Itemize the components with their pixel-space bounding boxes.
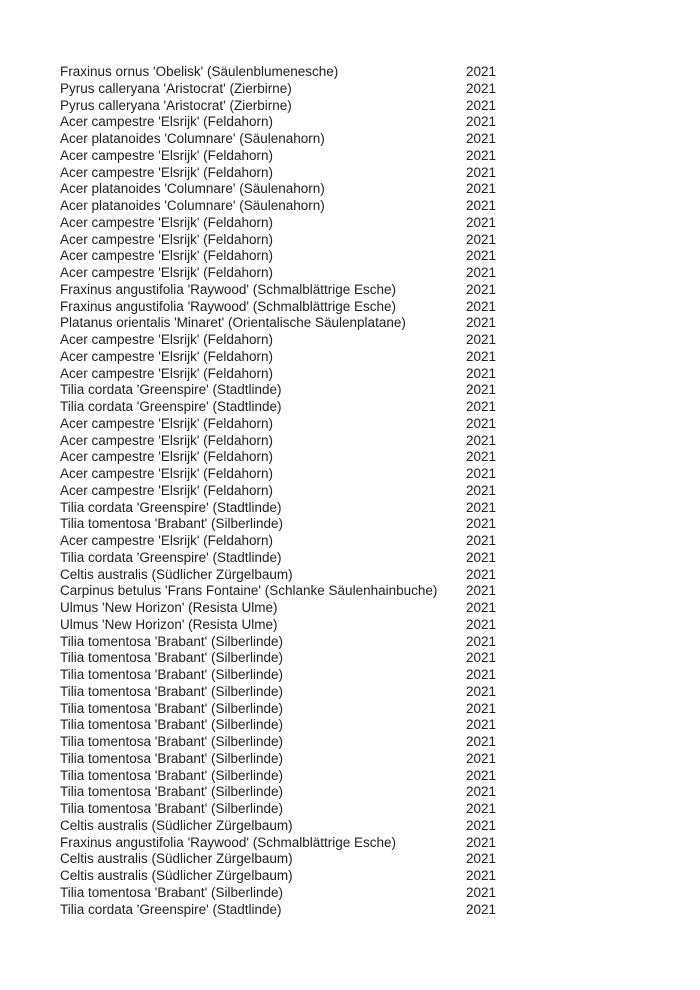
list-item <box>60 751 496 768</box>
list-item <box>60 650 496 667</box>
list-item <box>60 768 496 785</box>
planting-year: 2021 <box>466 181 497 197</box>
list-item <box>60 600 496 617</box>
planting-year: 2021 <box>466 784 497 800</box>
species-name: Tilia cordata 'Greenspire' (Stadtlinde) <box>60 549 282 565</box>
species-name: Acer campestre 'Elsrijk' (Feldahorn) <box>60 332 273 347</box>
planting-year: 2021 <box>466 231 497 247</box>
planting-year: 2021 <box>466 767 497 783</box>
planting-year: 2021 <box>466 817 497 833</box>
species-name: Tilia tomentosa 'Brabant' (Silberlinde) <box>60 784 284 800</box>
list-item <box>60 466 496 483</box>
planting-year: 2021 <box>466 583 497 599</box>
planting-year: 2021 <box>466 600 497 615</box>
species-name: Acer platanoides 'Columnare' (Säulenahorn) <box>60 181 325 197</box>
planting-year: 2021 <box>466 633 497 649</box>
list-item <box>60 148 496 165</box>
planting-year: 2021 <box>466 365 497 381</box>
species-name: Acer campestre 'Elsrijk' (Feldahorn) <box>60 466 273 481</box>
species-name: Tilia tomentosa 'Brabant' (Silberlinde) <box>60 633 284 649</box>
planting-year: 2021 <box>466 734 497 749</box>
planting-year: 2021 <box>466 683 497 699</box>
planting-year: 2021 <box>466 801 497 816</box>
list-item <box>60 801 496 818</box>
list-item <box>60 516 496 533</box>
list-item <box>60 198 496 215</box>
list-item <box>60 617 496 634</box>
list-item <box>60 131 496 148</box>
species-name: Tilia cordata 'Greenspire' (Stadtlinde) <box>60 382 282 398</box>
species-name: Fraxinus angustifolia 'Raywood' (Schmalblättrige Esche) <box>60 281 397 297</box>
list-item <box>60 851 496 868</box>
species-name: Acer campestre 'Elsrijk' (Feldahorn) <box>60 214 273 230</box>
planting-year: 2021 <box>466 399 497 414</box>
planting-year: 2021 <box>466 432 497 448</box>
species-name: Pyrus calleryana 'Aristocrat' (Zierbirne) <box>60 97 292 113</box>
species-name: Fraxinus angustifolia 'Raywood' (Schmalblättrige Esche) <box>60 298 397 314</box>
planting-year: 2021 <box>466 884 497 900</box>
planting-year: 2021 <box>466 97 497 113</box>
species-name: Tilia tomentosa 'Brabant' (Silberlinde) <box>60 717 284 733</box>
planting-year: 2021 <box>466 650 497 666</box>
planting-year: 2021 <box>466 851 497 867</box>
species-name: Fraxinus angustifolia 'Raywood' (Schmalblättrige Esche) <box>60 834 397 850</box>
planting-year: 2021 <box>466 147 497 163</box>
planting-year: 2021 <box>466 415 497 431</box>
list-item <box>60 734 496 751</box>
planting-year: 2021 <box>466 566 497 582</box>
list-item <box>60 885 496 902</box>
list-item <box>60 701 496 718</box>
list-item <box>60 583 496 600</box>
list-item <box>60 98 496 115</box>
tree-list <box>60 64 496 918</box>
planting-year: 2021 <box>466 449 497 465</box>
planting-year: 2021 <box>466 700 497 716</box>
list-item <box>60 64 496 81</box>
species-name: Celtis australis (Südlicher Zürgelbaum) <box>60 868 293 883</box>
planting-year: 2021 <box>466 616 497 632</box>
planting-year: 2021 <box>466 482 497 498</box>
species-name: Celtis australis (Südlicher Zürgelbaum) <box>60 566 293 582</box>
list-item <box>60 634 496 651</box>
list-item <box>60 366 496 383</box>
species-name: Acer campestre 'Elsrijk' (Feldahorn) <box>60 415 273 431</box>
species-name: Acer campestre 'Elsrijk' (Feldahorn) <box>60 365 273 381</box>
species-name: Acer platanoides 'Columnare' (Säulenahorn) <box>60 131 325 146</box>
planting-year: 2021 <box>466 114 497 130</box>
species-name: Tilia cordata 'Greenspire' (Stadtlinde) <box>60 499 282 515</box>
list-item <box>60 332 496 349</box>
list-item <box>60 433 496 450</box>
species-name: Celtis australis (Südlicher Zürgelbaum) <box>60 851 293 867</box>
list-item <box>60 81 496 98</box>
planting-year: 2021 <box>466 667 497 682</box>
list-item <box>60 349 496 366</box>
planting-year: 2021 <box>466 198 497 213</box>
species-name: Tilia cordata 'Greenspire' (Stadtlinde) <box>60 399 282 414</box>
species-name: Acer campestre 'Elsrijk' (Feldahorn) <box>60 231 273 247</box>
list-item <box>60 818 496 835</box>
list-item <box>60 282 496 299</box>
planting-year: 2021 <box>466 549 497 565</box>
species-name: Tilia cordata 'Greenspire' (Stadtlinde) <box>60 901 282 917</box>
species-name: Acer campestre 'Elsrijk' (Feldahorn) <box>60 114 273 130</box>
list-item <box>60 299 496 316</box>
list-item <box>60 416 496 433</box>
species-name: Ulmus 'New Horizon' (Resista Ulme) <box>60 600 278 615</box>
list-item <box>60 902 496 919</box>
species-name: Acer campestre 'Elsrijk' (Feldahorn) <box>60 348 273 364</box>
planting-year: 2021 <box>466 750 497 766</box>
species-name: Tilia tomentosa 'Brabant' (Silberlinde) <box>60 683 284 699</box>
list-item <box>60 382 496 399</box>
species-name: Tilia tomentosa 'Brabant' (Silberlinde) <box>60 667 284 682</box>
species-name: Tilia tomentosa 'Brabant' (Silberlinde) <box>60 650 284 666</box>
planting-year: 2021 <box>466 64 497 79</box>
species-name: Acer campestre 'Elsrijk' (Feldahorn) <box>60 482 273 498</box>
planting-year: 2021 <box>466 516 497 532</box>
list-item <box>60 533 496 550</box>
list-item <box>60 483 496 500</box>
planting-year: 2021 <box>466 214 497 230</box>
list-item <box>60 449 496 466</box>
species-name: Acer campestre 'Elsrijk' (Feldahorn) <box>60 164 273 180</box>
species-name: Tilia tomentosa 'Brabant' (Silberlinde) <box>60 767 284 783</box>
planting-year: 2021 <box>466 834 497 850</box>
list-item <box>60 784 496 801</box>
planting-year: 2021 <box>466 80 497 96</box>
list-item <box>60 567 496 584</box>
list-item <box>60 181 496 198</box>
list-item <box>60 315 496 332</box>
species-name: Tilia tomentosa 'Brabant' (Silberlinde) <box>60 700 284 716</box>
list-item <box>60 399 496 416</box>
species-name: Acer campestre 'Elsrijk' (Feldahorn) <box>60 432 273 448</box>
list-item <box>60 215 496 232</box>
planting-year: 2021 <box>466 164 497 180</box>
planting-year: 2021 <box>466 332 497 347</box>
species-name: Acer campestre 'Elsrijk' (Feldahorn) <box>60 248 273 264</box>
planting-year: 2021 <box>466 868 497 883</box>
list-item <box>60 835 496 852</box>
list-item <box>60 232 496 249</box>
planting-year: 2021 <box>466 348 497 364</box>
list-item <box>60 868 496 885</box>
list-item <box>60 667 496 684</box>
species-name: Tilia tomentosa 'Brabant' (Silberlinde) <box>60 516 284 532</box>
planting-year: 2021 <box>466 901 497 917</box>
list-item <box>60 500 496 517</box>
list-item <box>60 248 496 265</box>
planting-year: 2021 <box>466 717 497 733</box>
species-name: Fraxinus ornus 'Obelisk' (Säulenblumenesche) <box>60 64 339 79</box>
species-name: Platanus orientalis 'Minaret' (Orientalische Säulenplatane) <box>60 315 406 331</box>
list-item <box>60 165 496 182</box>
planting-year: 2021 <box>466 466 497 481</box>
list-item <box>60 684 496 701</box>
species-name: Acer platanoides 'Columnare' (Säulenahorn) <box>60 198 325 213</box>
list-item <box>60 550 496 567</box>
planting-year: 2021 <box>466 248 497 264</box>
species-name: Acer campestre 'Elsrijk' (Feldahorn) <box>60 533 273 548</box>
species-name: Acer campestre 'Elsrijk' (Feldahorn) <box>60 449 273 465</box>
planting-year: 2021 <box>466 315 497 331</box>
planting-year: 2021 <box>466 298 497 314</box>
species-name: Tilia tomentosa 'Brabant' (Silberlinde) <box>60 734 284 749</box>
species-name: Tilia tomentosa 'Brabant' (Silberlinde) <box>60 750 284 766</box>
planting-year: 2021 <box>466 281 497 297</box>
planting-year: 2021 <box>466 533 497 548</box>
species-name: Tilia tomentosa 'Brabant' (Silberlinde) <box>60 884 284 900</box>
species-name: Celtis australis (Südlicher Zürgelbaum) <box>60 817 293 833</box>
species-name: Acer campestre 'Elsrijk' (Feldahorn) <box>60 147 273 163</box>
species-name: Tilia tomentosa 'Brabant' (Silberlinde) <box>60 801 284 816</box>
species-name: Pyrus calleryana 'Aristocrat' (Zierbirne) <box>60 80 292 96</box>
species-name: Acer campestre 'Elsrijk' (Feldahorn) <box>60 265 273 280</box>
planting-year: 2021 <box>466 131 497 146</box>
list-item <box>60 717 496 734</box>
species-name: Ulmus 'New Horizon' (Resista Ulme) <box>60 616 278 632</box>
planting-year: 2021 <box>466 499 497 515</box>
list-item <box>60 265 496 282</box>
planting-year: 2021 <box>466 382 497 398</box>
list-item <box>60 114 496 131</box>
species-name: Carpinus betulus 'Frans Fontaine' (Schlanke Säulenhainbuche) <box>60 583 438 599</box>
planting-year: 2021 <box>466 265 497 280</box>
